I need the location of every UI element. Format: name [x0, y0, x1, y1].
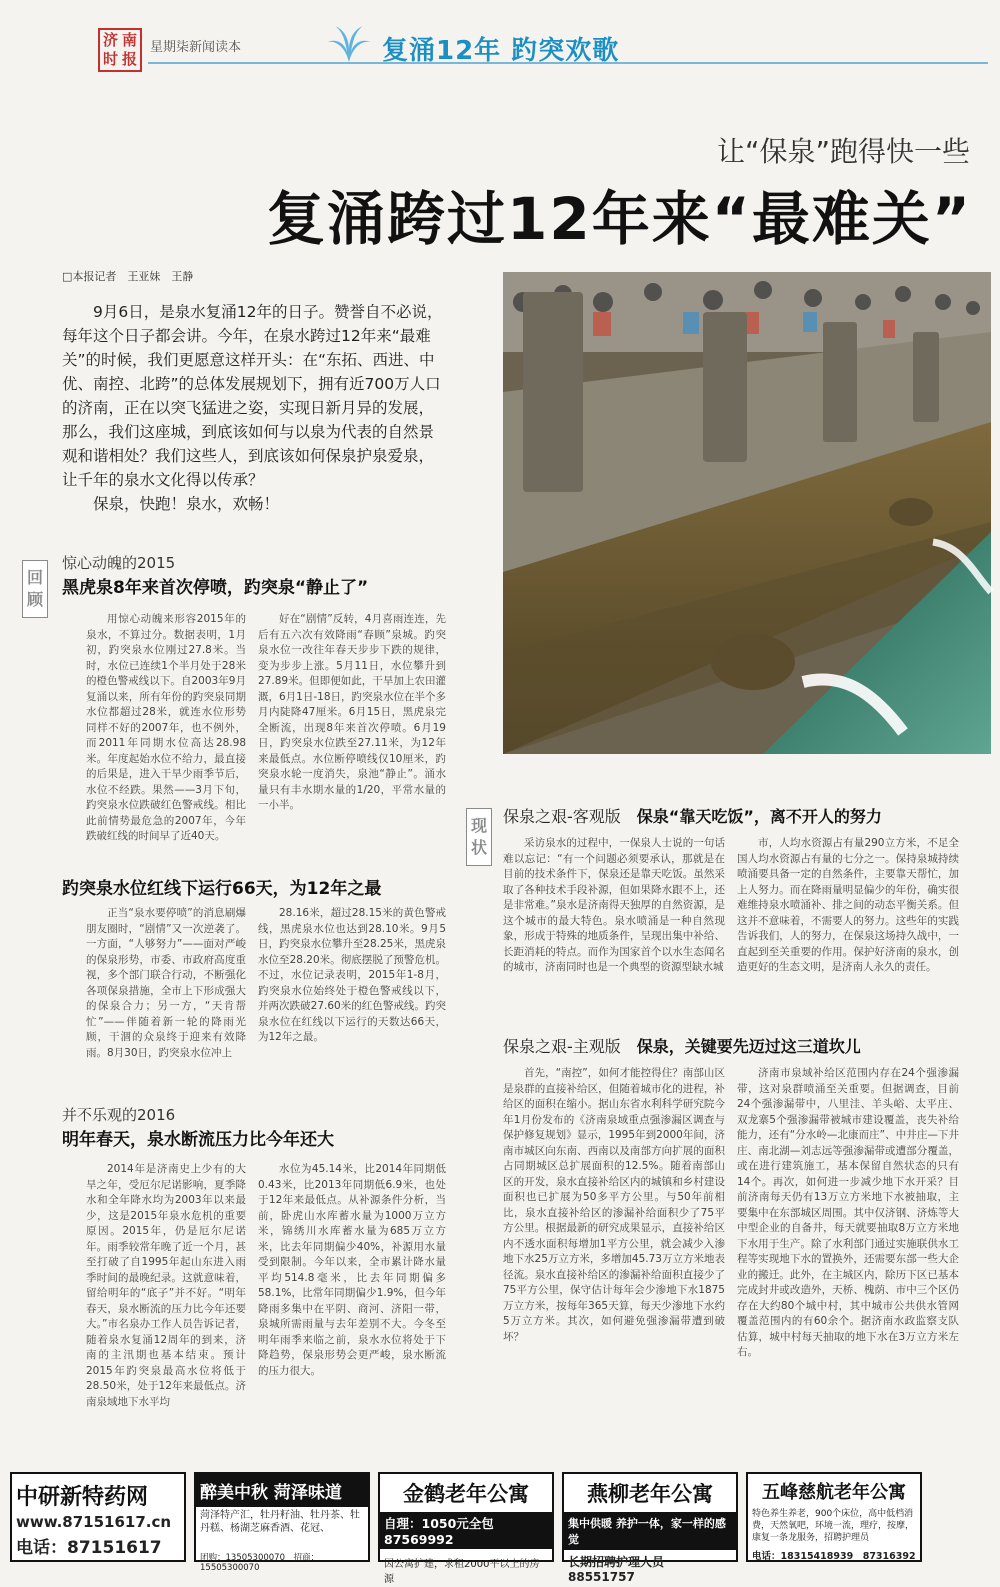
article-headline: 复涌跨过12年来“最难关” — [267, 185, 972, 253]
ad-pharmacy-title: 中研新特药网 — [16, 1485, 149, 1510]
subjective-heading-main: 保泉，关键要先迈过这三道坎儿 — [636, 1037, 861, 1056]
ad-heze[interactable] — [194, 1472, 370, 1573]
byline: □本报记者 王亚妹 王静 — [62, 270, 194, 283]
review-tag: 回 顾 — [22, 560, 48, 618]
review-redline-col2: 28.16米，超过28.15米的黄色警戒线，黑虎泉水位也达到28.10米。9月5日，趵突泉水位攀升至28.25米，黑虎泉水位至28.20米。彻底摆脱了预警危机。不过，水位记录表明，2015年1-8月，趵突泉水位始终处于橙色警戒线以下，并两次跌破27.60米的红色警戒线。趵突泉水位在红线以下运行的天数达66天，为12年之最。 — [258, 907, 446, 1043]
subjective-heading-prefix: 保泉之艰-主观版 — [503, 1037, 621, 1056]
article-lead — [62, 300, 444, 516]
ad-pharmacy-url[interactable]: www.87151617.cn — [16, 1513, 172, 1531]
ad-wufeng-title: 五峰慈航老年公寓 — [762, 1482, 906, 1503]
spring-photo — [503, 272, 991, 754]
article-kicker: 让“保泉”跑得快一些 — [716, 135, 970, 168]
subjective-heading — [503, 1034, 861, 1057]
subjective-col1: 首先，“南控”，如何才能控得住？南部山区是泉群的直接补给区，但随着城市化的进程，补给区的面积在缩小。据山东省水利科学研究院今年1月份发布的《济南泉域重点强渗漏区调查与保护修复规划》显示，1995年到2000年间，济南市城区向东南、西南以及南部方向扩展的面积占同期城区总扩展面积的12.5%。随着南部山区的开发，泉水直接补给区内的城镇和乡村建设面积也已扩展为50多平方公里。与50年前相比，泉水直接补给区的渗漏补给面积少了75平方公里。根据最新的研究成果显示，直接补给区内不透水面积每增加1平方公里，就会减少入渗地下水25万立方米，多增加45.73万立方米地表径流。泉水直接补给区的渗漏补给面积直接少了75平方公里，保守估计每年会少渗地下水1875万立方米，按每年365天算，每天少渗地下水约5万立方米。其次，如何避免强渗漏带遭到破坏？ — [503, 1067, 725, 1343]
review-2015-col2: 好在“剧情”反转，4月喜雨连连，先后有五六次有效降雨“春顾”泉城。趵突泉水位一改往年春天步步下跌的规律，变为步步上涨。5月11日，水位攀升到27.89米。但即便如此，干旱加上农田灌溉，6月1日-18日，趵突泉水位在半个多月内陡降47厘米。6月15日，黑虎泉完全断流，出现8年来首次停喷。6月19日，趵突泉水位跌至27.11米，为12年来最低点。水位断停喷线仅10厘米，趵突泉水轮一度消失，泉池“静止”。涌水量只有丰水期水量的1/20，平常水量的一小半。 — [258, 613, 447, 811]
ad-jinhe-title: 金鹤老年公寓 — [403, 1482, 529, 1506]
lead-paragraph: 保泉，快跑！泉水，欢畅！ — [93, 495, 280, 513]
review-redline-title: 趵突泉水位红线下运行66天，为12年之最 — [62, 879, 382, 899]
ad-jinhe-price: 自理：1050元全包87569992 — [380, 1512, 552, 1549]
lead-paragraph: 9月6日，是泉水复涌12年的日子。赞誉自不必说，每年这个日子都会讲。今年，在泉水跨过12年来“最难关”的时候，我们更愿意这样开头：在“东拓、西进、中优、南控、北跨”的总体发展规划下，拥有近700万人口的济南，正在以突飞猛进之姿，实现日新月异的发展，那么，我们这座城，到底该如何与以泉为代表的自然景观和谐相处？我们这些人，到底该如何保泉护泉爱泉，让千年的泉水文化得以传承？ — [62, 303, 443, 489]
section-title: 复涌12年 趵突欢歌 — [382, 36, 620, 66]
review-2016-col1: 2014年是济南史上少有的大旱之年，受厄尔尼诺影响，夏季降水和全年降水均为2003年以来最少，这是2015年泉水危机的重要原因。2015年，仍是厄尔尼诺年。雨季较常年晚了近一个月，甚至打破了自1995年起山东进入雨季时间的最晚纪录。这就意味着，留给明年的“底子”并不好。“明年春天，泉水断流的压力比今年还要大。”市名泉办工作人员告诉记者，随着泉水复涌12周年的到来，济南的主汛期也基本结束。预计2015年趵突泉最高水位将低于28.50米，处于12年来最低点。济南泉域地下水平均 — [86, 1163, 246, 1408]
water-splash-icon — [325, 24, 373, 64]
ad-yanliu-text: 集中供暖 养护一体，家一样的感觉 — [564, 1512, 736, 1550]
review-redline-col1: 正当“泉水要停喷”的消息刷爆朋友圈时，“剧情”又一次逆袭了。一方面，“人够努力”——面对严峻的保泉形势，市委、市政府高度重视，多个部门联合行动，不断强化各项保泉措施，全市上下形成强大的保泉合力；另一方，“天肯帮忙”——伴随着新一轮的降雨光顾，干涸的众泉终于迎来有效降雨。8月30日，趵突泉水位冲上 — [86, 907, 246, 1059]
ad-wufeng-phone: 电话：18315418939 87316392 — [752, 1551, 916, 1562]
masthead-subtitle: 星期柒新闻读本 — [150, 40, 242, 55]
ad-heze-text: 菏泽特产汇，牡丹籽油、牡丹茶、牡丹糕、杨湖芝麻香酒、花冠、 — [200, 1510, 360, 1534]
review-2015-kicker: 惊心动魄的2015 — [62, 554, 176, 572]
newspaper-logo: 济 南 时 报 — [98, 28, 142, 72]
review-2015-col1: 用惊心动魄来形容2015年的泉水，不算过分。数据表明，1月初，趵突泉水位刚过27.8米。当时，水位已连续1个半月处于28米的橙色警戒线以下。自2003年9月复涌以来，所有年份的趵突泉同期水位都超过28米，就连水位形势同样不好的2007年，也不例外，而2011年同期水位高达28.98米。年度起始水位不给力，最直接的后果是，进入干旱少雨季节后，水位不经跌。果然——3月下旬，趵突泉水位跌破红色警戒线。相比此前情势最危急的2007年，今年跌破红线的时间早了近40天。 — [86, 613, 246, 842]
ad-heze-title: 醉美中秋 菏泽味道 — [196, 1474, 368, 1507]
ad-wufeng-text: 特色养生养老，900个床位，高中低档消费，天然氧吧，环境一流，理疗，按摩，康复一条龙服务，招聘护理员 — [752, 1509, 915, 1543]
ad-pharmacy-phone: 电话：87151617 — [16, 1538, 162, 1558]
objective-col1: 采访泉水的过程中，一保泉人士说的一句话难以忘记：“有一个问题必须要承认，那就是在目前的技术条件下，保泉还是靠天吃饭。虽然采取了各种技术手段补源，但如果降水跟不上，还是非常难。”泉水是济南得天独厚的自然资源，是这个城市的最大特色。泉水喷涌是一种自然现象，形成于特殊的地质条件，呈现出集中补给、长距消耗的特点。而作为国家首个以水生态闻名的城市，济南同时也是一个典型的资源型缺水城 — [503, 837, 725, 973]
review-2015-title: 黑虎泉8年来首次停喷，趵突泉“静止了” — [62, 578, 369, 598]
ad-wufeng[interactable] — [746, 1472, 922, 1562]
spring-photo-image — [503, 272, 991, 754]
ad-jinhe[interactable] — [378, 1472, 554, 1585]
review-2016-col2: 水位为45.14米，比2014年同期低0.43米，比2013年同期低6.9米，也处于12年来最低点。从补源条件分析，当前，卧虎山水库蓄水量为1000万立方米，锦绣川水库蓄水量为685万立方米，比去年同期偏少40%，补源用水量受到限制。今年以来，全市累计降水量平均514.8毫米，比去年同期偏多58.1%，比常年同期偏少1.9%，但今年降雨多集中在平阴、商河、济阳一带，泉城所需雨量与去年差别不大。今冬至明年雨季来临之前，泉水水位将处于下降趋势，保泉形势会更严峻，泉水断流的压力很大。 — [258, 1163, 446, 1377]
review-2016-title: 明年春天，泉水断流压力比今年还大 — [62, 1130, 334, 1150]
status-tag: 现 状 — [466, 808, 492, 866]
objective-col2: 市，人均水资源占有量290立方米，不足全国人均水资源占有量的七分之一。保持泉城持续喷涌要具备一定的自然条件，主要靠天帮忙，加上人努力。而在降雨量明显偏少的年份，确实很难维持泉水喷涌补、排之间的动态平衡关系。但这并不意味着，不需要人的努力。这些年的实践告诉我们，人的努力，在保泉这场持久战中，一直起到至关重要的作用。保护好济南的泉水，创造更好的生态文明，是济南人永久的责任。 — [737, 837, 959, 973]
objective-heading-main: 保泉“靠天吃饭”，离不开人的努力 — [636, 807, 882, 826]
objective-heading-prefix: 保泉之艰-客观版 — [503, 807, 621, 826]
objective-heading — [503, 804, 882, 827]
subjective-col2: 济南市泉域补给区范围内存在24个强渗漏带，这对泉群喷涌至关重要。但据调查，目前24个强渗漏带中，八里洼、羊头峪、太平庄、双龙寨5个强渗漏带被城市建设覆盖，丧失补给能力，还有“分水岭—北康而庄”、中井庄—下井庄、南北湖—刘志远等强渗漏带或遭部分覆盖，或在进行建筑施工，基本保留自然状态的只有14个。再次，如何进一步减少地下水开采？目前济南每天仍有13万立方米地下水被抽取，主要集中在东部城区周围。其中仅济钢、济炼等大中型企业的自备井，每天就要抽取8万立方米地下水用于生产。除了水利部门通过实施联供水工程等实现地下水的置换外，还需要东部一些大企业的搬迁。此外，在主城区内，除历下区已基本完成封井或改造外，天桥、槐荫、市中三个区仍存在大约80个城中村，其中城市公共供水管网覆盖范围内的有60余个。据济南水政监察支队估算，城中村每天抽取的地下水在3万立方米左右。 — [737, 1067, 959, 1358]
review-2016-kicker: 并不乐观的2016 — [62, 1106, 176, 1124]
ad-yanliu[interactable] — [562, 1472, 738, 1584]
ad-jinhe-note: 因公寓扩建，求租2000平以上的房源 — [384, 1559, 540, 1585]
ad-yanliu-hiring: 长期招聘护理人员 88551757 — [568, 1555, 665, 1584]
ad-heze-contact: 团购：13505300070 招商：15505300070 — [200, 1553, 319, 1573]
ad-yanliu-title: 燕柳老年公寓 — [587, 1482, 713, 1506]
ad-pharmacy[interactable] — [10, 1472, 186, 1562]
